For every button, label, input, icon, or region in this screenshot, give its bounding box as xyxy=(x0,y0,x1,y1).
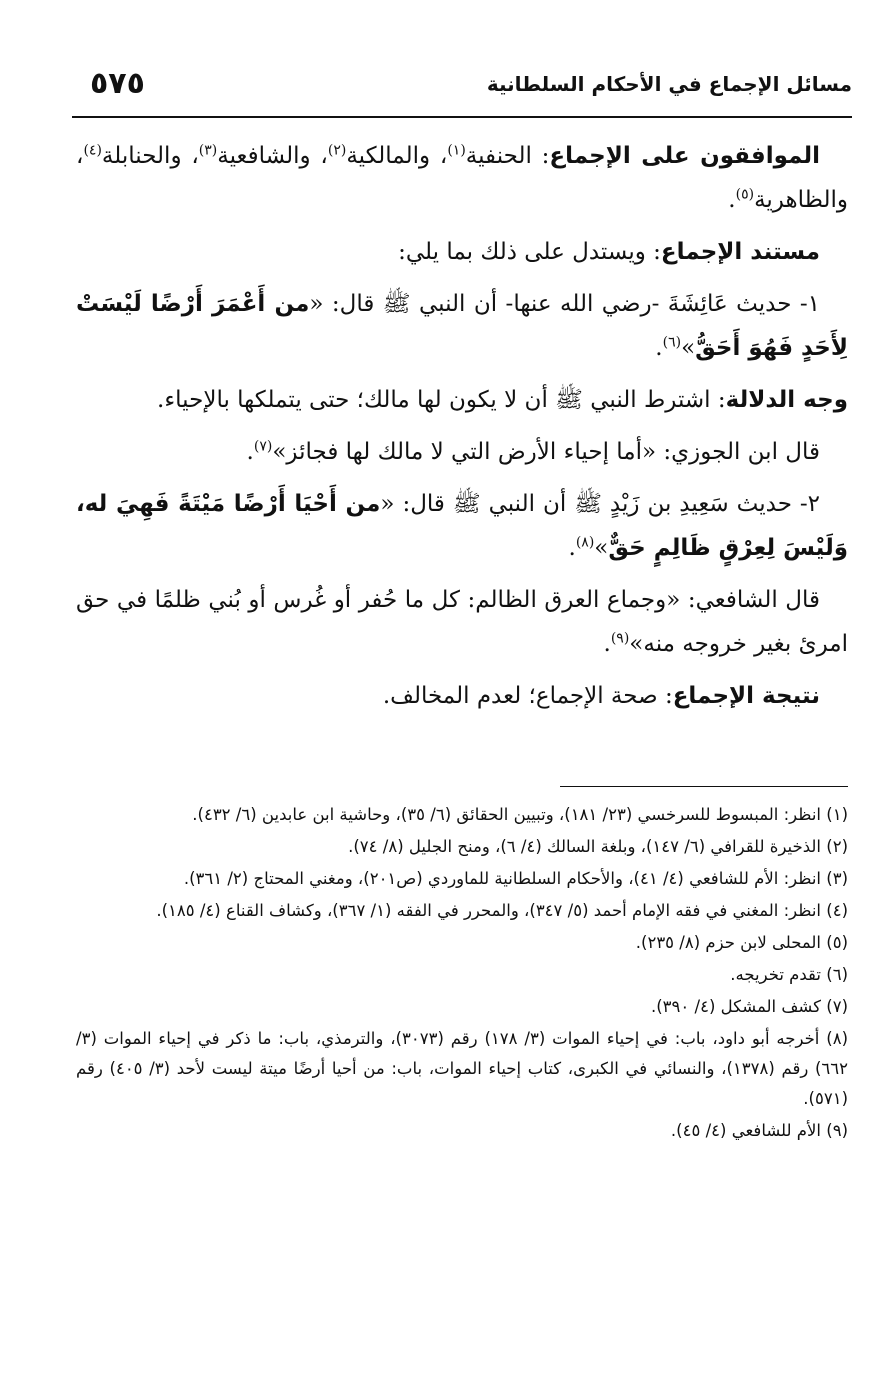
text-run: . xyxy=(568,535,576,561)
paragraph-hadith-aisha xyxy=(76,282,848,370)
paragraph-consensus-basis xyxy=(76,230,848,274)
footnote-1: (١) انظر: المبسوط للسرخسي (٢٣/ ١٨١)، وتبيين الحقائق (٦/ ٣٥)، وحاشية ابن عابدين (٦/ ٤٣٢). xyxy=(192,805,848,824)
text-run: ، والشافعية xyxy=(217,143,328,169)
paragraph-ibn-al-jawzi xyxy=(76,430,848,474)
page-header xyxy=(72,64,852,104)
hadith-text: من أَعْمَرَ أَرْضًا لَيْسَتْ لِأَحَدٍ فَهُوَ أَحَقُّ xyxy=(76,291,848,361)
text-run: ٢- حديث سَعِيدِ بن زَيْدٍ ﷺ أن النبي ﷺ قال: « xyxy=(380,491,820,517)
main-text xyxy=(76,134,848,726)
text-run: ١- حديث عَائِشَةَ -رضي الله عنها- أن النبي ﷺ قال: « xyxy=(309,291,821,317)
text-run: . xyxy=(728,187,736,213)
footnote-ref: (٨) xyxy=(575,534,595,551)
text-run: : اشترط النبي ﷺ أن لا يكون لها مالك؛ حتى يتملكها بالإحياء. xyxy=(157,387,726,413)
footnote-2: (٢) الذخيرة للقرافي (٦/ ١٤٧)، وبلغة السالك (٤/ ٦)، ومنح الجليل (٨/ ٧٤). xyxy=(348,837,848,856)
term-label: الموافقون على الإجماع xyxy=(549,143,820,169)
footnote-ref: (١) xyxy=(447,142,466,159)
paragraph-hadith-said xyxy=(76,482,848,570)
footnote-ref: (٢) xyxy=(327,142,347,159)
footnote-8: (٨) أخرجه أبو داود، باب: في إحياء الموات (٣/ ١٧٨) رقم (٣٠٧٣)، والترمذي، باب: ما ذكر في إحياء الموات (٣/ ٦٦٢) رقم (١٣٧٨)، والنسائي في الكبرى، كتاب إحياء الموات، باب: من أحيا أرضًا ميتة ليست لأحد (٣/ ٤٠٥) رقم (٥٧١). xyxy=(76,1029,849,1108)
footnote-ref: (٦) xyxy=(662,334,682,351)
footnote-4: (٤) انظر: المغني في فقه الإمام أحمد (٥/ ٣٤٧)، والمحرر في الفقه (١/ ٣٦٧)، وكشاف القناع (٤/ ١٨٥). xyxy=(156,901,848,920)
footnote-7: (٧) كشف المشكل (٤/ ٣٩٠). xyxy=(650,997,848,1016)
text-run: : صحة الإجماع؛ لعدم المخالف. xyxy=(382,683,673,709)
text-run: : الحنفية xyxy=(465,143,550,169)
term-label: وجه الدلالة xyxy=(725,387,848,413)
term-label: مستند الإجماع xyxy=(660,239,820,265)
paragraph-evidence-aspect xyxy=(76,378,848,422)
paragraph-consensus-result xyxy=(76,674,848,718)
footnote-ref: (٩) xyxy=(610,630,630,647)
text-run: » xyxy=(681,335,696,361)
footnote-ref: (٥) xyxy=(735,186,755,203)
footnote-6: (٦) تقدم تخريجه. xyxy=(730,965,848,984)
text-run: ، والمالكية xyxy=(346,143,448,169)
text-run: . xyxy=(603,631,611,657)
text-run: قال ابن الجوزي: «أما إحياء الأرض التي لا مالك لها فجائز» xyxy=(272,439,820,465)
footnote-ref: (٤) xyxy=(83,142,102,159)
footnote-ref: (٧) xyxy=(253,438,273,455)
footnote-divider xyxy=(560,786,848,787)
footnote-3: (٣) انظر: الأم للشافعي (٤/ ٤١)، والأحكام السلطانية للماوردي (ص٢٠١)، ومغني المحتاج (٢/ ٣٦١). xyxy=(183,869,848,888)
text-run: . xyxy=(246,439,254,465)
text-run: ، والظاهرية xyxy=(76,143,848,213)
footnote-ref: (٣) xyxy=(198,142,218,159)
page-number: ٥٧٥ xyxy=(90,66,145,101)
text-run: قال الشافعي: «وجماع العرق الظالم: كل ما حُفر أو غُرس أو بُني ظلمًا في حق امرئ بغير خروجه منه» xyxy=(76,587,848,657)
paragraph-agreeing-schools xyxy=(76,134,848,222)
text-run: » xyxy=(594,535,609,561)
term-label: نتيجة الإجماع xyxy=(672,683,820,709)
text-run: . xyxy=(655,335,663,361)
hadith-text: من أَحْيَا أَرْضًا مَيْتَةً فَهِيَ له، وَلَيْسَ لِعِرْقٍ ظَالِمٍ حَقٌّ xyxy=(76,491,848,561)
footnote-9: (٩) الأم للشافعي (٤/ ٤٥). xyxy=(670,1121,848,1140)
text-run: : ويستدل على ذلك بما يلي: xyxy=(398,239,661,265)
text-run: ، والحنابلة xyxy=(101,143,199,169)
paragraph-shafii-quote xyxy=(76,578,848,666)
header-divider xyxy=(72,116,852,118)
footnotes xyxy=(76,800,848,1148)
footnote-5: (٥) المحلى لابن حزم (٨/ ٢٣٥). xyxy=(635,933,848,952)
running-title: مسائل الإجماع في الأحكام السلطانية xyxy=(486,72,852,96)
